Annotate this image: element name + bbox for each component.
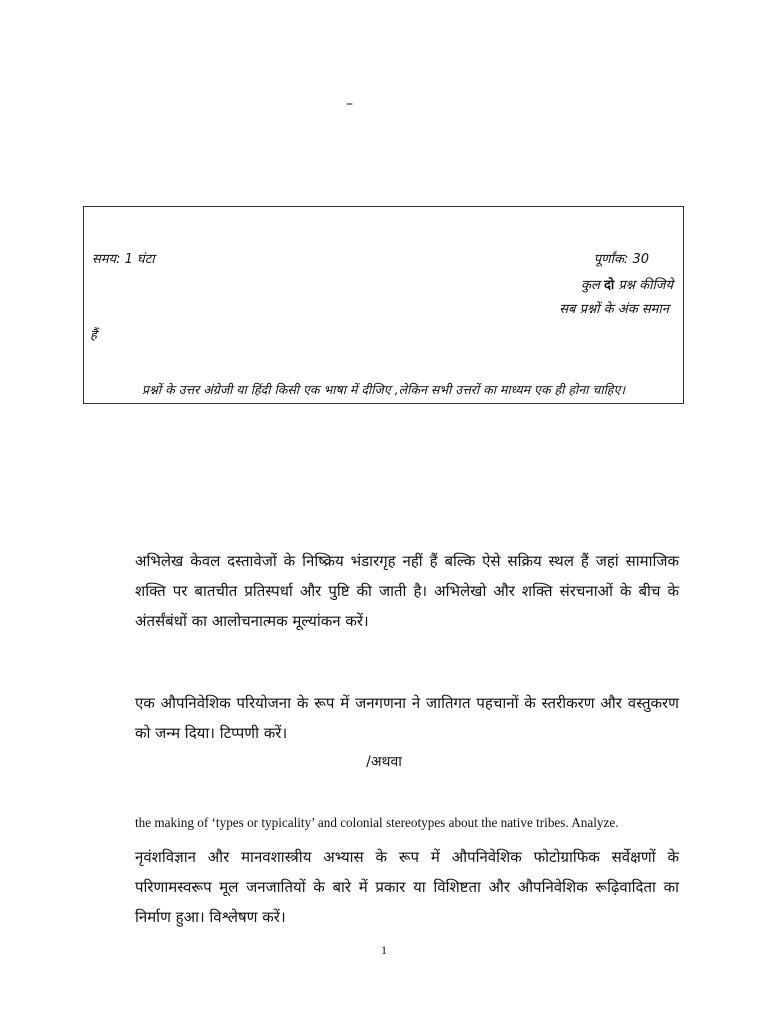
question-1: अभिलेख केवल दस्तावेजों के निष्क्रिय भंडारगृह नहीं हैं बल्कि ऐसे सक्रिय स्थल हैं जहां सामाजिक शक्ति पर बातचीत प्रतिस्पर्धा और पुष्टि की जाती है। अभिलेखो और शक्ति संरचनाओं के बीच के अंतर्संबंधों का आलोचनात्मक मूल्यांकन करें।	[135, 552, 679, 630]
equal-marks-note-end: हैं	[90, 328, 97, 343]
exam-time: समय: 1 घंटा	[92, 252, 155, 267]
question-3-english: the making of ‘types or typicality’ and colonial stereotypes about the native tribes. Analyze.	[135, 815, 619, 830]
questions-count: दो	[603, 278, 615, 293]
questions-count-note	[581, 275, 673, 293]
or-separator: /अथवा	[366, 754, 402, 770]
questions-suffix: प्रश्न कीजिये	[614, 278, 673, 293]
question-3-hindi: नृवंशविज्ञान और मानवशास्त्रीय अभ्यास के रूप में औपनिवेशिक फोटोग्राफिक सर्वेक्षणों के परिणामस्वरूप मूल जनजातियों के बारे में प्रकार या विशिष्टता और औपनिवेशिक रूढ़िवादिता का निर्माण हुआ। विश्लेषण करें।	[135, 848, 679, 926]
exam-info-box	[83, 206, 684, 404]
question-2: एक औपनिवेशिक परियोजना के रूप में जनगणना ने जातिगत पहचानों के स्तरीकरण और वस्तुकरण को जन्म दिया। टिप्पणी करें।	[135, 694, 679, 742]
equal-marks-note: सब प्रश्नों के अंक समान	[559, 302, 669, 317]
exam-max-marks: पूर्णांक: 30	[593, 252, 649, 267]
answer-medium-note: प्रश्नों के उत्तर अंग्रेजी या हिंदी किसी एक भाषा में दीजिए ,लेकिन सभी उत्तरों का माध्यम एक ही होना चाहिए।	[141, 382, 626, 397]
questions-prefix: कुल	[581, 278, 604, 293]
page-number: 1	[381, 943, 387, 957]
header-dash: –	[346, 96, 353, 112]
